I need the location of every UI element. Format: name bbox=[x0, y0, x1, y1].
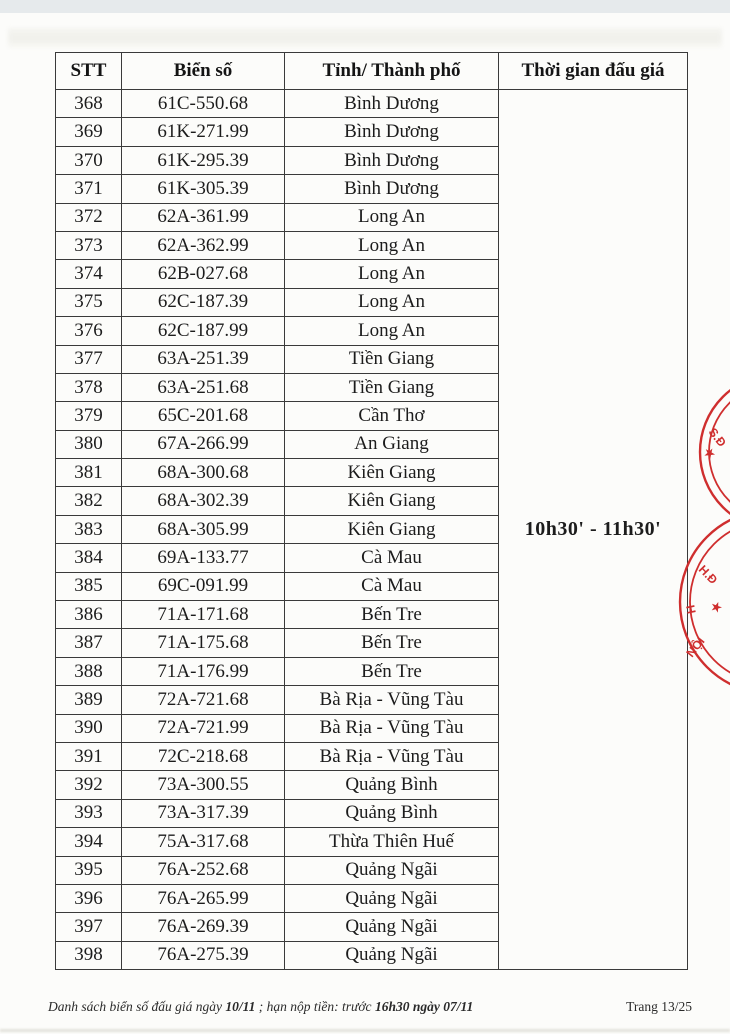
cell-plate: 72C-218.68 bbox=[122, 742, 285, 770]
cell-plate: 73A-317.39 bbox=[122, 799, 285, 827]
footer-auction-date: 10/11 bbox=[225, 999, 256, 1014]
svg-text:NỘI: NỘI bbox=[683, 634, 708, 660]
cell-stt: 382 bbox=[56, 487, 122, 515]
svg-text:★: ★ bbox=[708, 598, 724, 616]
cell-stt: 390 bbox=[56, 714, 122, 742]
scan-edge-artifact-bottom bbox=[0, 1029, 730, 1032]
cell-stt: 375 bbox=[56, 288, 122, 316]
cell-province: Bình Dương bbox=[285, 90, 499, 118]
cell-province: Quảng Bình bbox=[285, 799, 499, 827]
cell-plate: 76A-275.39 bbox=[122, 941, 285, 969]
cell-plate: 61C-550.68 bbox=[122, 90, 285, 118]
cell-plate: 71A-176.99 bbox=[122, 657, 285, 685]
cell-province: Bà Rịa - Vũng Tàu bbox=[285, 742, 499, 770]
cell-plate: 75A-317.68 bbox=[122, 828, 285, 856]
cell-stt: 378 bbox=[56, 373, 122, 401]
cell-province: Bà Rịa - Vũng Tàu bbox=[285, 714, 499, 742]
cell-stt: 376 bbox=[56, 317, 122, 345]
cell-plate: 67A-266.99 bbox=[122, 430, 285, 458]
scan-shadow-artifact bbox=[8, 28, 722, 48]
cell-province: Kiên Giang bbox=[285, 515, 499, 543]
scan-edge-artifact bbox=[0, 0, 730, 13]
cell-plate: 71A-175.68 bbox=[122, 629, 285, 657]
auction-plates-table bbox=[55, 52, 688, 970]
cell-stt: 391 bbox=[56, 742, 122, 770]
cell-plate: 61K-271.99 bbox=[122, 118, 285, 146]
cell-plate: 68A-300.68 bbox=[122, 459, 285, 487]
cell-province: Quảng Ngãi bbox=[285, 913, 499, 941]
cell-province: Quảng Ngãi bbox=[285, 856, 499, 884]
cell-province: Long An bbox=[285, 260, 499, 288]
cell-stt: 380 bbox=[56, 430, 122, 458]
cell-stt: 398 bbox=[56, 941, 122, 969]
cell-plate: 62B-027.68 bbox=[122, 260, 285, 288]
cell-plate: 61K-305.39 bbox=[122, 175, 285, 203]
cell-stt: 392 bbox=[56, 771, 122, 799]
cell-stt: 396 bbox=[56, 884, 122, 912]
cell-province: Quảng Ngãi bbox=[285, 884, 499, 912]
footer-note-part3: ; hạn nộp tiền: trước bbox=[255, 999, 375, 1014]
cell-province: Bà Rịa - Vũng Tàu bbox=[285, 686, 499, 714]
cell-plate: 71A-171.68 bbox=[122, 601, 285, 629]
page-number: Trang 13/25 bbox=[626, 999, 692, 1014]
footer-note bbox=[48, 999, 473, 1015]
cell-plate: 76A-269.39 bbox=[122, 913, 285, 941]
cell-province: Bình Dương bbox=[285, 118, 499, 146]
cell-plate: 68A-302.39 bbox=[122, 487, 285, 515]
svg-text:S.Đ: S.Đ bbox=[705, 425, 729, 450]
cell-stt: 368 bbox=[56, 90, 122, 118]
header-stt: STT bbox=[56, 53, 122, 90]
cell-stt: 379 bbox=[56, 402, 122, 430]
cell-stt: 386 bbox=[56, 601, 122, 629]
svg-text:H: H bbox=[683, 603, 699, 616]
cell-plate: 62C-187.99 bbox=[122, 317, 285, 345]
cell-plate: 62C-187.39 bbox=[122, 288, 285, 316]
cell-plate: 62A-362.99 bbox=[122, 231, 285, 259]
cell-plate: 72A-721.99 bbox=[122, 714, 285, 742]
header-plate: Biển số bbox=[122, 53, 285, 90]
cell-province: Kiên Giang bbox=[285, 487, 499, 515]
svg-text:★: ★ bbox=[701, 444, 718, 462]
cell-stt: 374 bbox=[56, 260, 122, 288]
cell-stt: 385 bbox=[56, 572, 122, 600]
cell-province: Cần Thơ bbox=[285, 402, 499, 430]
cell-province: Quảng Bình bbox=[285, 771, 499, 799]
cell-province: Cà Mau bbox=[285, 572, 499, 600]
cell-stt: 389 bbox=[56, 686, 122, 714]
cell-stt: 395 bbox=[56, 856, 122, 884]
cell-stt: 370 bbox=[56, 146, 122, 174]
cell-plate: 63A-251.39 bbox=[122, 345, 285, 373]
cell-plate: 76A-265.99 bbox=[122, 884, 285, 912]
cell-plate: 72A-721.68 bbox=[122, 686, 285, 714]
cell-plate: 73A-300.55 bbox=[122, 771, 285, 799]
cell-province: Long An bbox=[285, 231, 499, 259]
table-row bbox=[56, 90, 688, 118]
header-province: Tỉnh/ Thành phố bbox=[285, 53, 499, 90]
footer-note-part1: Danh sách biển số đấu giá ngày bbox=[48, 999, 226, 1014]
table-body bbox=[56, 90, 688, 970]
cell-stt: 372 bbox=[56, 203, 122, 231]
cell-stt: 371 bbox=[56, 175, 122, 203]
cell-stt: 388 bbox=[56, 657, 122, 685]
cell-stt: 383 bbox=[56, 515, 122, 543]
cell-plate: 69A-133.77 bbox=[122, 544, 285, 572]
cell-province: An Giang bbox=[285, 430, 499, 458]
cell-province: Long An bbox=[285, 203, 499, 231]
cell-plate: 61K-295.39 bbox=[122, 146, 285, 174]
cell-province: Bến Tre bbox=[285, 657, 499, 685]
cell-province: Quảng Ngãi bbox=[285, 941, 499, 969]
cell-stt: 384 bbox=[56, 544, 122, 572]
footer-payment-deadline: 16h30 ngày 07/11 bbox=[374, 999, 474, 1014]
cell-stt: 369 bbox=[56, 118, 122, 146]
cell-stt: 387 bbox=[56, 629, 122, 657]
cell-plate: 76A-252.68 bbox=[122, 856, 285, 884]
cell-stt: 394 bbox=[56, 828, 122, 856]
cell-province: Bến Tre bbox=[285, 629, 499, 657]
cell-stt: 377 bbox=[56, 345, 122, 373]
cell-province: Long An bbox=[285, 288, 499, 316]
cell-stt: 397 bbox=[56, 913, 122, 941]
cell-stt: 393 bbox=[56, 799, 122, 827]
cell-province: Tiền Giang bbox=[285, 373, 499, 401]
cell-province: Thừa Thiên Huế bbox=[285, 828, 499, 856]
cell-stt: 373 bbox=[56, 231, 122, 259]
header-auction-time: Thời gian đấu giá bbox=[499, 53, 688, 90]
cell-province: Cà Mau bbox=[285, 544, 499, 572]
cell-province: Kiên Giang bbox=[285, 459, 499, 487]
cell-province: Bến Tre bbox=[285, 601, 499, 629]
cell-plate: 69C-091.99 bbox=[122, 572, 285, 600]
cell-province: Tiền Giang bbox=[285, 345, 499, 373]
cell-plate: 68A-305.99 bbox=[122, 515, 285, 543]
table-header-row bbox=[56, 53, 688, 90]
cell-province: Bình Dương bbox=[285, 146, 499, 174]
stamp-upper-arc bbox=[700, 380, 730, 530]
cell-stt: 381 bbox=[56, 459, 122, 487]
cell-plate: 62A-361.99 bbox=[122, 203, 285, 231]
cell-province: Long An bbox=[285, 317, 499, 345]
svg-text:H.Đ: H.Đ bbox=[695, 562, 721, 587]
auction-time-cell: 10h30' - 11h30' bbox=[499, 90, 688, 970]
cell-province: Bình Dương bbox=[285, 175, 499, 203]
cell-plate: 65C-201.68 bbox=[122, 402, 285, 430]
cell-plate: 63A-251.68 bbox=[122, 373, 285, 401]
